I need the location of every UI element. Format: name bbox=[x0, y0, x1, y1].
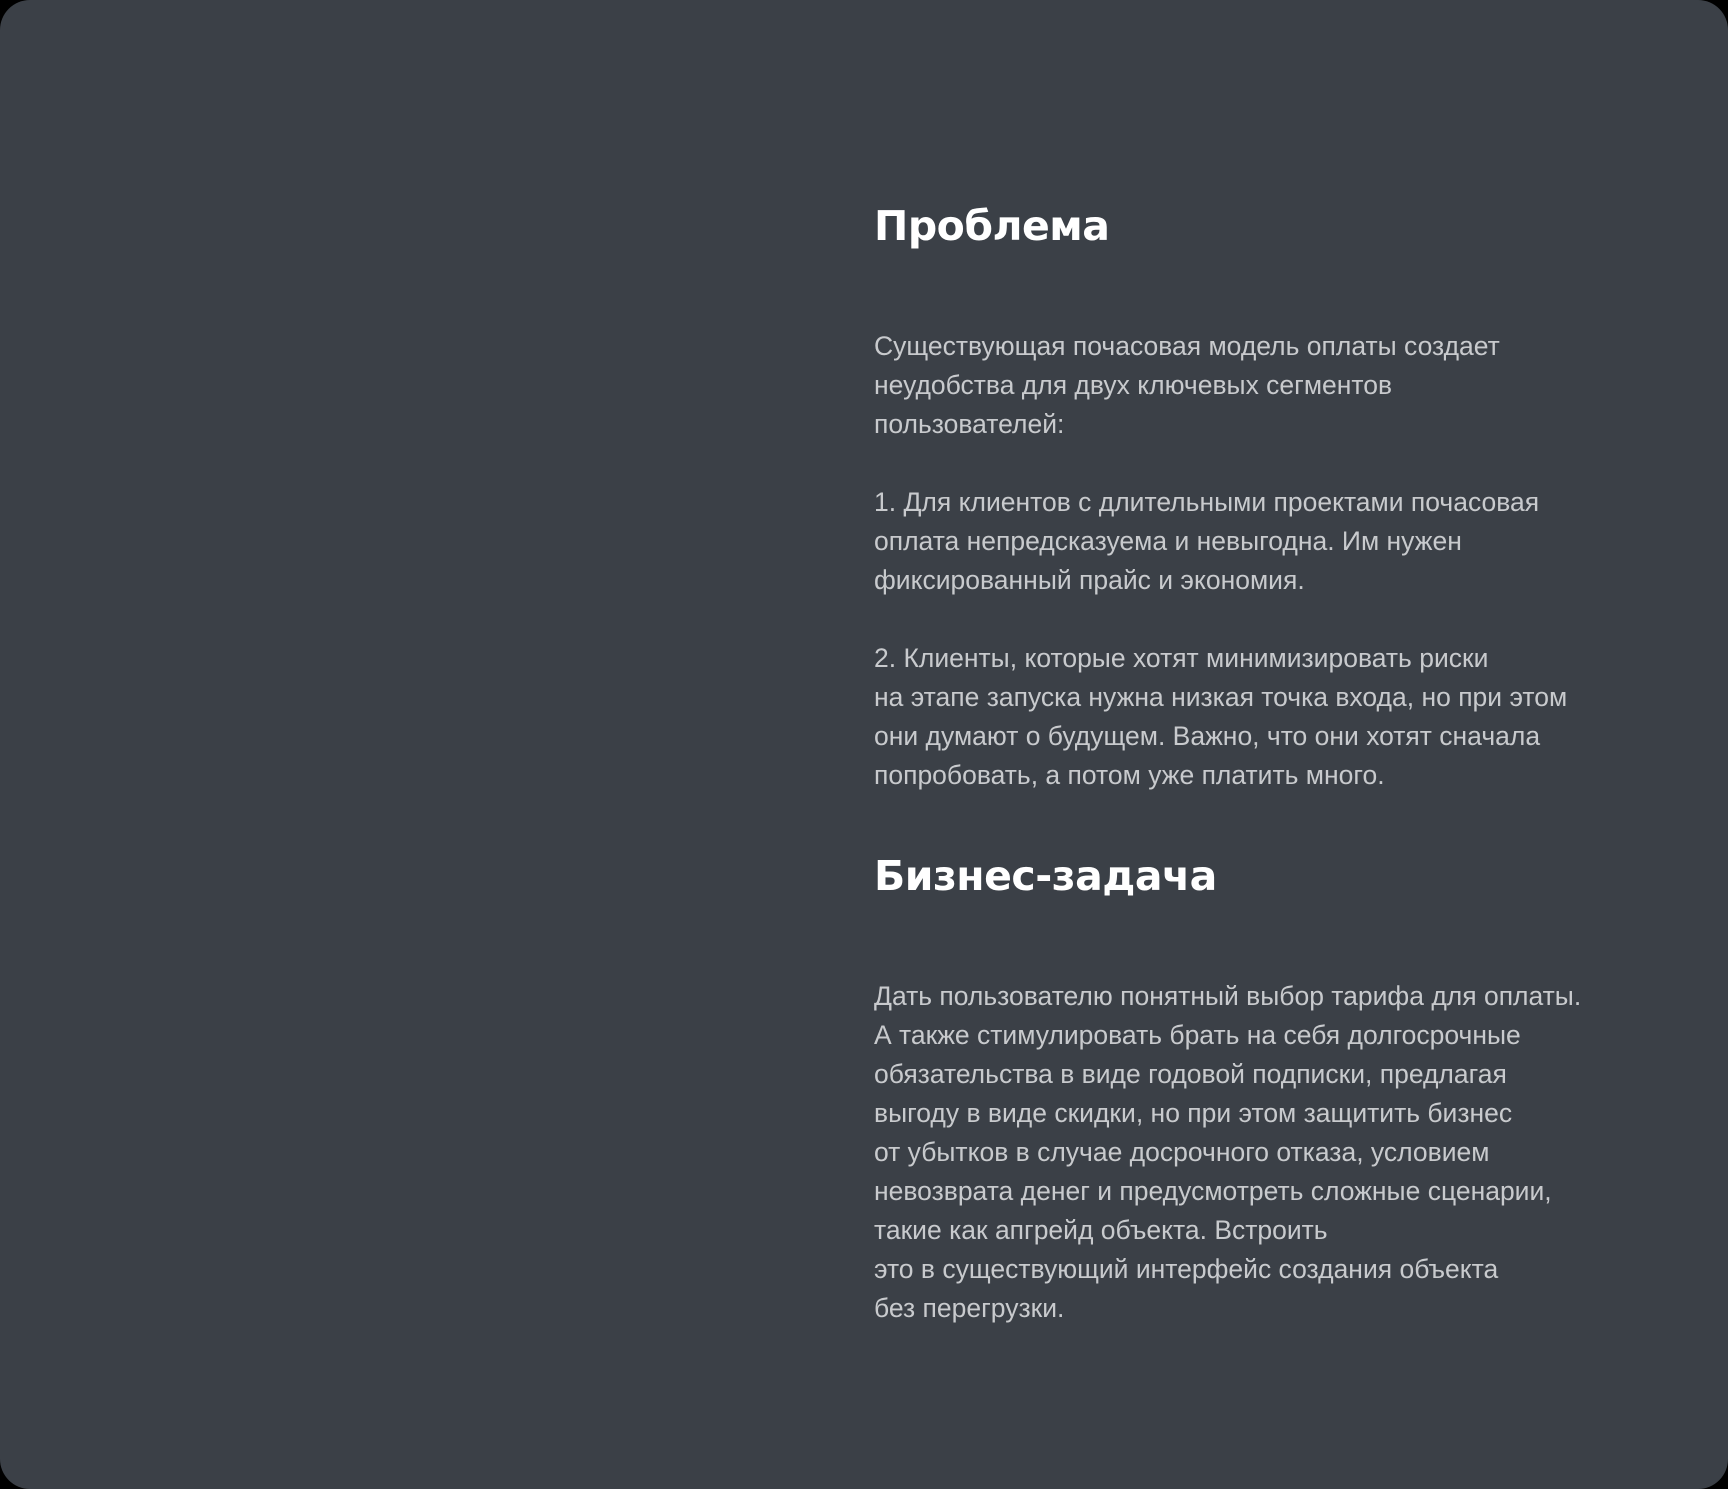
text-line: это в существующий интерфейс создания объекта bbox=[874, 1254, 1499, 1284]
business-task-text bbox=[874, 977, 1674, 1328]
business-task-section bbox=[874, 846, 1674, 1328]
list-item-2-line: на этапе запуска нужна низкая точка входа, но при этом bbox=[874, 682, 1568, 712]
problem-text bbox=[874, 327, 1674, 795]
list-item-1-line: 1. Для клиентов с длительными проектами почасовая bbox=[874, 487, 1540, 517]
problem-section bbox=[874, 196, 1674, 795]
blank-line bbox=[874, 444, 1674, 483]
text-line: без перегрузки. bbox=[874, 1293, 1065, 1323]
list-item-2-line: 2. Клиенты, которые хотят минимизировать риски bbox=[874, 643, 1489, 673]
text-line: неудобства для двух ключевых сегментов bbox=[874, 370, 1393, 400]
text-line: такие как апгрейд объекта. Встроить bbox=[874, 1215, 1328, 1245]
text-line: от убытков в случае досрочного отказа, условием bbox=[874, 1137, 1490, 1167]
list-item-1-line: фиксированный прайс и экономия. bbox=[874, 565, 1305, 595]
text-line: Дать пользователю понятный выбор тарифа для оплаты. bbox=[874, 981, 1582, 1011]
text-line: пользователей: bbox=[874, 409, 1065, 439]
text-line: выгоду в виде скидки, но при этом защитить бизнес bbox=[874, 1098, 1513, 1128]
text-line: А также стимулировать брать на себя долгосрочные bbox=[874, 1020, 1521, 1050]
list-item-2-line: они думают о будущем. Важно, что они хотят сначала bbox=[874, 721, 1541, 751]
list-item-1-line: оплата непредсказуема и невыгодна. Им нужен bbox=[874, 526, 1462, 556]
blank-line bbox=[874, 600, 1674, 639]
text-line: невозврата денег и предусмотреть сложные сценарии, bbox=[874, 1176, 1552, 1206]
list-item-2-line: попробовать, а потом уже платить много. bbox=[874, 760, 1385, 790]
problem-heading: Проблема bbox=[874, 202, 1110, 250]
business-task-heading: Бизнес-задача bbox=[874, 852, 1217, 900]
text-line: обязательства в виде годовой подписки, предлагая bbox=[874, 1059, 1507, 1089]
text-line: Существующая почасовая модель оплаты создает bbox=[874, 331, 1500, 361]
